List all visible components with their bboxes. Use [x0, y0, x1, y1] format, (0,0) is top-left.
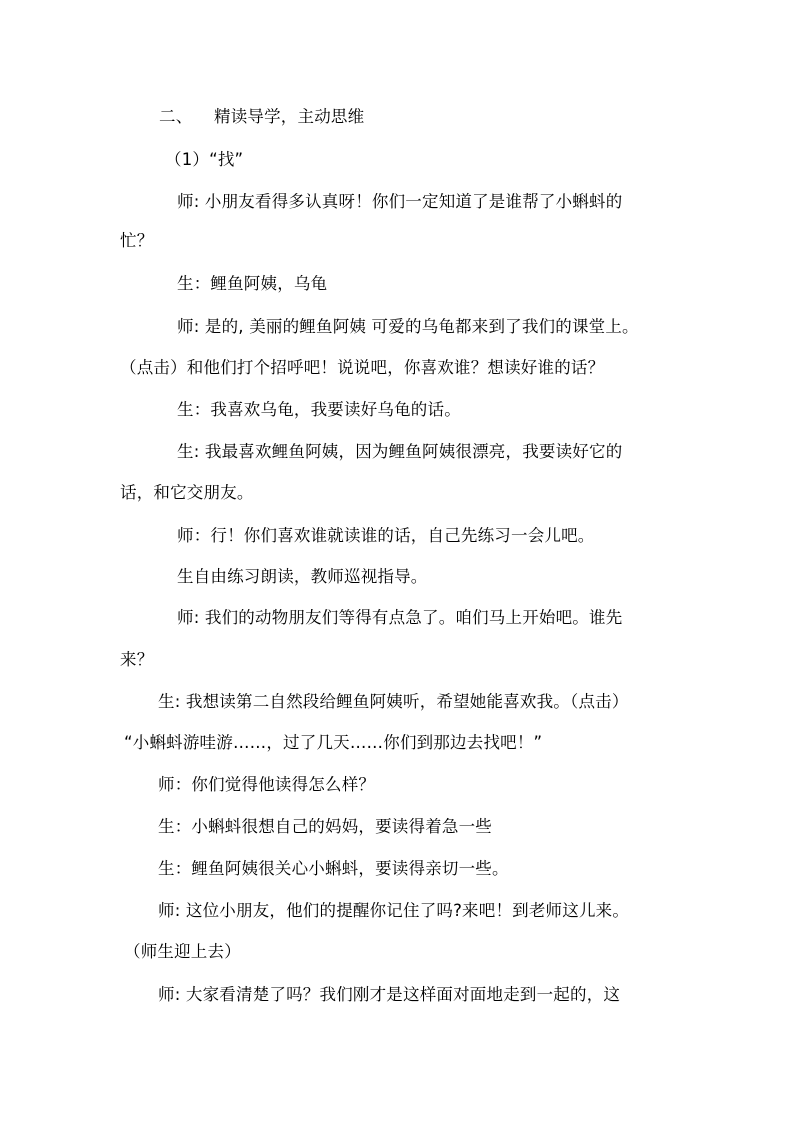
- paragraph-line: 生自由练习朗读，教师巡视指导。: [177, 567, 428, 586]
- paragraph-line: 生: 我最喜欢鲤鱼阿姨，因为鲤鱼阿姨很漂亮，我要读好它的: [177, 442, 623, 461]
- paragraph-line: 师：你们觉得他读得怎么样？: [158, 775, 376, 794]
- paragraph-line: 师: 是的, 美丽的鲤鱼阿姨 可爱的乌龟都来到了我们的课堂上。: [177, 317, 639, 336]
- paragraph-line: 师: 我们的动物朋友们等得有点急了。咱们马上开始吧。谁先: [177, 608, 623, 627]
- paragraph-line: （点击）和他们打个招呼吧！说说吧，你喜欢谁？想读好谁的话？: [120, 358, 605, 377]
- paragraph-line: 师: 大家看清楚了吗？我们刚才是这样面对面地走到一起的，这: [158, 985, 621, 1004]
- paragraph-line: 话，和它交朋友。: [120, 483, 254, 502]
- paragraph-line: 来？: [120, 650, 154, 669]
- paragraph-line: 生：鲤鱼阿姨，乌龟: [177, 274, 328, 293]
- paragraph-line: 师: 小朋友看得多认真呀！你们一定知道了是谁帮了小蝌蚪的: [177, 192, 623, 211]
- paragraph-line: 师: 这位小朋友，他们的提醒你记住了吗?来吧！到老师这儿来。: [158, 901, 630, 920]
- paragraph-line: 生: 我想读第二自然段给鲤鱼阿姨听，希望她能喜欢我。（点击）: [158, 692, 629, 711]
- paragraph-line: “小蝌蚪游哇游……，过了几天……你们到那边去找吧！”: [124, 733, 543, 752]
- section-heading-number: 二、: [159, 107, 193, 126]
- section-heading-title: 精读导学，主动思维: [214, 107, 365, 126]
- paragraph-line: 生：小蝌蚪很想自己的妈妈，要读得着急一些: [158, 817, 492, 836]
- paragraph-line: 生：鲤鱼阿姨很关心小蝌蚪，要读得亲切一些。: [158, 859, 509, 878]
- paragraph-line: 生：我喜欢乌龟，我要读好乌龟的话。: [177, 400, 461, 419]
- paragraph-line: 忙？: [120, 231, 154, 250]
- paragraph-line: 师：行！你们喜欢谁就读谁的话，自己先练习一会儿吧。: [177, 526, 595, 545]
- subsection-heading: （1）“找”: [165, 150, 244, 169]
- paragraph-line: （师生迎上去）: [124, 942, 241, 961]
